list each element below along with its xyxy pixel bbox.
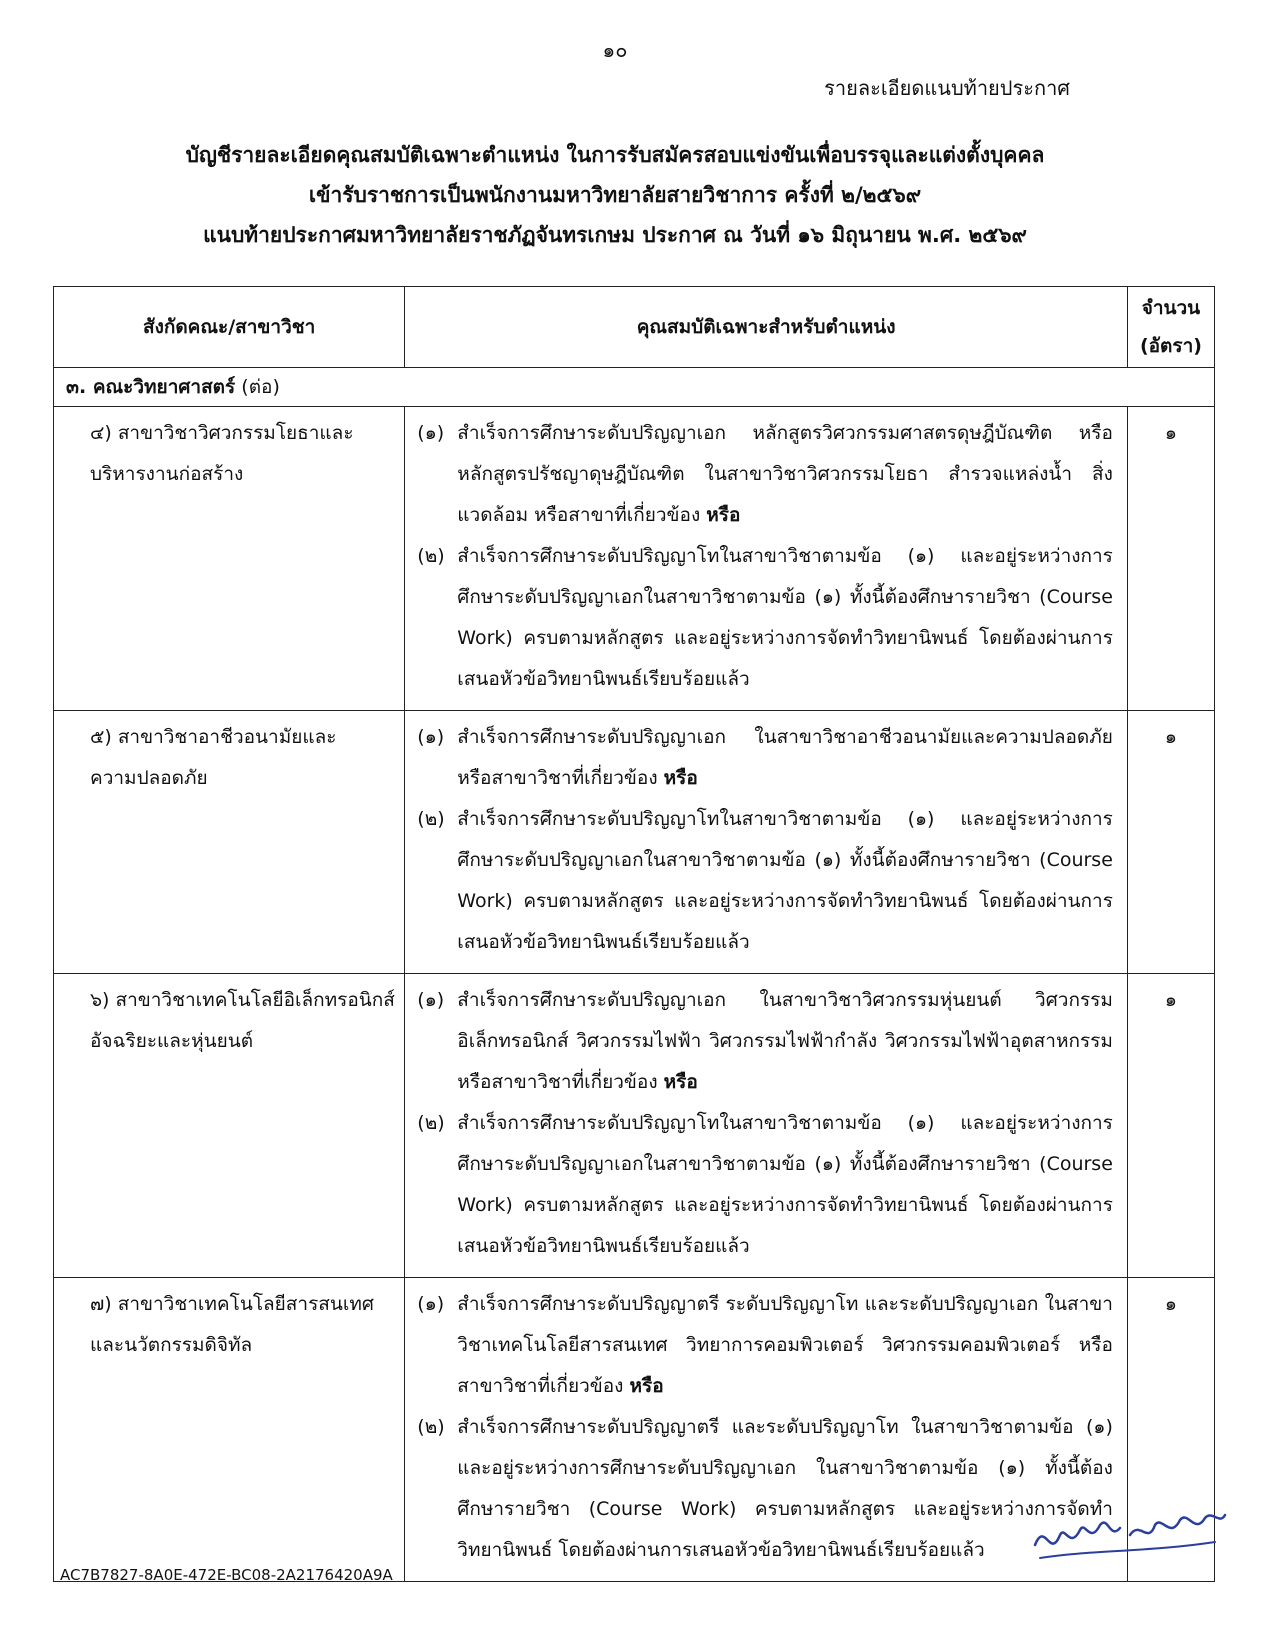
qualification-text-wrap	[457, 1284, 1113, 1407]
department-name-line1: ๔) สาขาวิชาวิศวกรรมโยธาและ	[90, 422, 354, 444]
department-cell	[54, 1278, 405, 1582]
department-name-line1: ๖) สาขาวิชาเทคโนโลยีอิเล็กทรอนิกส์	[90, 989, 395, 1011]
faculty-suffix: (ต่อ)	[241, 376, 280, 398]
qualification-text-wrap	[457, 413, 1113, 536]
qualification-number: (๒)	[417, 545, 445, 567]
department-name-line1: ๕) สาขาวิชาอาชีวอนามัยและ	[90, 726, 337, 748]
department-name-line2: อัจฉริยะและหุ่นยนต์	[90, 1030, 254, 1052]
qualification-item-2	[417, 799, 1113, 963]
table-row	[54, 711, 1215, 974]
header-count	[1127, 287, 1214, 368]
table-row	[54, 974, 1215, 1278]
header-count-line1: จำนวน	[1141, 297, 1201, 319]
position-count: ๑	[1127, 1278, 1214, 1582]
qualifications-table	[53, 286, 1215, 1582]
department-name-line2: บริหารงานก่อสร้าง	[90, 463, 244, 485]
qualification-item-1	[417, 980, 1113, 1103]
position-count: ๑	[1127, 974, 1214, 1278]
qualification-or: หรือ	[663, 1071, 698, 1093]
position-count: ๑	[1127, 407, 1214, 711]
qualification-item-2	[417, 536, 1113, 700]
annex-label: รายละเอียดแนบท้ายประกาศ	[824, 76, 1070, 100]
qualifications-cell	[405, 1278, 1128, 1582]
qualification-or: หรือ	[629, 1375, 664, 1397]
department-name-line2: ความปลอดภัย	[90, 767, 208, 789]
title-line-2: เข้ารับราชการเป็นพนักงานมหาวิทยาลัยสายวิชาการ ครั้งที่ ๒/๒๕๖๙	[308, 183, 922, 207]
header-qualifications: คุณสมบัติเฉพาะสำหรับตำแหน่ง	[405, 287, 1128, 368]
qualification-item-1	[417, 717, 1113, 799]
qualification-or: หรือ	[706, 504, 741, 526]
position-count: ๑	[1127, 711, 1214, 974]
department-name-line1: ๗) สาขาวิชาเทคโนโลยีสารสนเทศ	[90, 1293, 374, 1315]
qualification-text: สำเร็จการศึกษาระดับปริญญาเอก ในสาขาวิชาวิศวกรรมหุ่นยนต์ วิศวกรรมอิเล็กทรอนิกส์ วิศวกรรมไฟฟ้า วิศวกรรมไฟฟ้ากำลัง วิศวกรรมไฟฟ้าอุตสาหกรรม หรือสาขาวิชาที่เกี่ยวข้อง	[457, 989, 1113, 1093]
department-cell	[54, 974, 405, 1278]
faculty-row	[54, 368, 1215, 407]
qualification-text: สำเร็จการศึกษาระดับปริญญาโทในสาขาวิชาตามข้อ (๑) และอยู่ระหว่างการศึกษาระดับปริญญาเอกในสาขาวิชาตามข้อ (๑) ทั้งนี้ต้องศึกษารายวิชา (Course Work) ครบตามหลักสูตร และอยู่ระหว่างการจัดทำวิทยานิพนธ์ โดยต้องผ่านการเสนอหัวข้อวิทยานิพนธ์เรียบร้อยแล้ว	[457, 1112, 1113, 1257]
qualification-number: (๑)	[417, 1293, 445, 1315]
qualification-item-1	[417, 1284, 1113, 1407]
qualification-number: (๒)	[417, 808, 445, 830]
qualification-or: หรือ	[663, 767, 698, 789]
qualification-text: สำเร็จการศึกษาระดับปริญญาโทในสาขาวิชาตามข้อ (๑) และอยู่ระหว่างการศึกษาระดับปริญญาเอกในสาขาวิชาตามข้อ (๑) ทั้งนี้ต้องศึกษารายวิชา (Course Work) ครบตามหลักสูตร และอยู่ระหว่างการจัดทำวิทยานิพนธ์ โดยต้องผ่านการเสนอหัวข้อวิทยานิพนธ์เรียบร้อยแล้ว	[457, 545, 1113, 690]
department-cell	[54, 407, 405, 711]
qualifications-cell	[405, 407, 1128, 711]
signature-stroke	[1035, 1515, 1225, 1545]
qualification-number: (๑)	[417, 422, 445, 444]
department-cell	[54, 711, 405, 974]
table-row	[54, 407, 1215, 711]
faculty-cell	[54, 368, 1215, 407]
qualifications-cell	[405, 974, 1128, 1278]
qualification-text: สำเร็จการศึกษาระดับปริญญาเอก หลักสูตรวิศวกรรมศาสตรดุษฎีบัณฑิต หรือหลักสูตรปรัชญาดุษฎีบัณฑิต ในสาขาวิชาวิศวกรรมโยธา สำรวจแหล่งน้ำ สิ่งแวดล้อม หรือสาขาที่เกี่ยวข้อง	[457, 422, 1113, 526]
qualification-item-2	[417, 1103, 1113, 1267]
qualification-number: (๑)	[417, 726, 445, 748]
qualification-number: (๒)	[417, 1416, 445, 1438]
signature-underline	[1040, 1542, 1215, 1558]
qualification-text: สำเร็จการศึกษาระดับปริญญาตรี และระดับปริญญาโท ในสาขาวิชาตามข้อ (๑) และอยู่ระหว่างการศึกษาระดับปริญญาเอก ในสาขาวิชาตามข้อ (๑) ทั้งนี้ต้องศึกษารายวิชา (Course Work) ครบตามหลักสูตร และอยู่ระหว่างการจัดทำวิทยานิพนธ์ โดยต้องผ่านการเสนอหัวข้อวิทยานิพนธ์เรียบร้อยแล้ว	[457, 1416, 1113, 1561]
qualification-text: สำเร็จการศึกษาระดับปริญญาเอก ในสาขาวิชาอาชีวอนามัยและความปลอดภัย หรือสาขาวิชาที่เกี่ยวข้อง	[457, 726, 1113, 789]
qualification-text: สำเร็จการศึกษาระดับปริญญาตรี ระดับปริญญาโท และระดับปริญญาเอก ในสาขาวิชาเทคโนโลยีสารสนเทศ วิทยาการคอมพิวเตอร์ วิศวกรรมคอมพิวเตอร์ หรือสาขาวิชาที่เกี่ยวข้อง	[457, 1293, 1113, 1397]
qualification-item-1	[417, 413, 1113, 536]
title-line-1: บัญชีรายละเอียดคุณสมบัติเฉพาะตำแหน่ง ในการรับสมัครสอบแข่งขันเพื่อบรรจุและแต่งตั้งบุคคล	[185, 143, 1045, 167]
department-name-line2: และนวัตกรรมดิจิทัล	[90, 1334, 253, 1356]
qualification-text: สำเร็จการศึกษาระดับปริญญาโทในสาขาวิชาตามข้อ (๑) และอยู่ระหว่างการศึกษาระดับปริญญาเอกในสาขาวิชาตามข้อ (๑) ทั้งนี้ต้องศึกษารายวิชา (Course Work) ครบตามหลักสูตร และอยู่ระหว่างการจัดทำวิทยานิพนธ์ โดยต้องผ่านการเสนอหัวข้อวิทยานิพนธ์เรียบร้อยแล้ว	[457, 808, 1113, 953]
document-id: AC7B7827-8A0E-472E-BC08-2A2176420A9A	[60, 1566, 393, 1584]
qualifications-cell	[405, 711, 1128, 974]
qualification-text-wrap	[457, 717, 1113, 799]
signature-graphic	[1030, 1490, 1230, 1570]
title-line-3: แนบท้ายประกาศมหาวิทยาลัยราชภัฏจันทรเกษม ประกาศ ณ วันที่ ๑๖ มิถุนายน พ.ศ. ๒๕๖๙	[203, 223, 1027, 247]
qualification-number: (๑)	[417, 989, 445, 1011]
document-title	[0, 135, 1230, 255]
table-header-row	[54, 287, 1215, 368]
faculty-name: ๓. คณะวิทยาศาสตร์	[66, 376, 236, 398]
header-count-line2: (อัตรา)	[1139, 335, 1202, 357]
header-department: สังกัดคณะ/สาขาวิชา	[54, 287, 405, 368]
qualification-text-wrap	[457, 980, 1113, 1103]
qualification-number: (๒)	[417, 1112, 445, 1134]
signature	[1030, 1490, 1230, 1570]
qualification-item-2	[417, 1407, 1113, 1571]
page-number: ๑๐	[602, 38, 628, 62]
